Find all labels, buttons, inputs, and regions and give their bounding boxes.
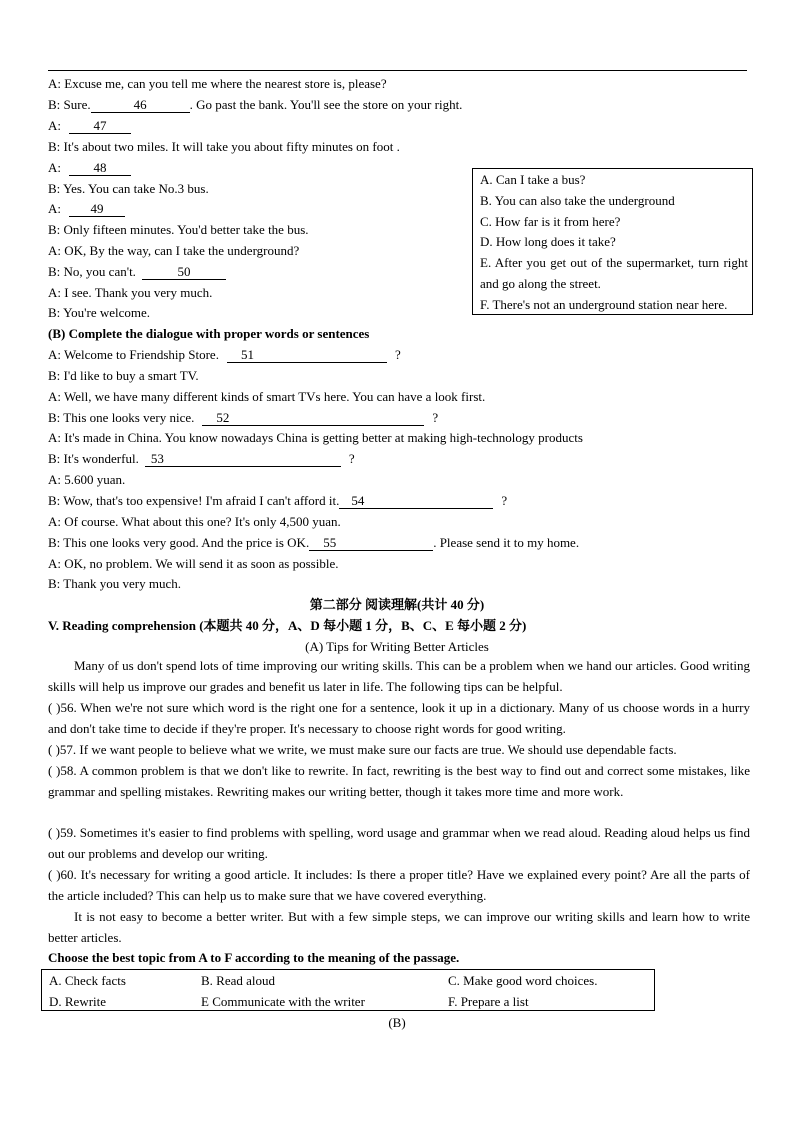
dialogue-line: B: Yes. You can take No.3 bus.: [48, 181, 209, 196]
passage-item-57: ( )57. If we want people to believe what we write, we must make sure our facts are true. We should use dependable facts.: [48, 742, 677, 757]
dialogue-line: A: Welcome to Friendship Store. 51 ?: [48, 347, 401, 362]
topic-option-e: E Communicate with the writer: [201, 994, 365, 1009]
topic-options-box: [41, 969, 655, 1011]
topic-option-a: A. Check facts: [49, 973, 126, 988]
dialogue-line: B: I'd like to buy a smart TV.: [48, 368, 199, 383]
answer-blank-50[interactable]: 50: [142, 265, 226, 280]
dialogue-line: A: 5.600 yuan.: [48, 472, 126, 487]
topic-option-d: D. Rewrite: [49, 994, 107, 1009]
passage-item-56: ( )56. When we're not sure which word is the right one for a sentence, look it up in a dictionary. Many of us choose words in a hurry and don't take time to decide if they're proper. It's necessary to choose right words for good writing.: [48, 700, 750, 736]
dialogue-line: B: Wow, that's too expensive! I'm afraid I can't afford it. 54 ?: [48, 493, 508, 508]
passage-item-58: ( )58. A common problem is that we don't like to rewrite. In fact, rewriting is the best way to find out and correct some mistakes, like grammar and spelling mistakes. Rewriting makes our writing better, though it takes more time and more work.: [48, 763, 750, 799]
dialogue-line: B: It's about two miles. It will take you about fifty minutes on foot .: [48, 139, 400, 154]
dialogue-line: B: It's wonderful. 53 ?: [48, 451, 355, 466]
dialogue-line: A: 48: [48, 160, 131, 176]
dialogue-line: B: This one looks very good. And the price is OK. 55 . Please send it to my home.: [48, 535, 580, 550]
part2-title: 第二部分 阅读理解(共计 40 分): [309, 597, 485, 612]
dialogue-line: A: OK, no problem. We will send it as soon as possible.: [48, 556, 339, 571]
option-b: B. You can also take the underground: [480, 192, 675, 208]
dialogue-line: A: Of course. What about this one? It's only 4,500 yuan.: [48, 514, 341, 529]
answer-blank-54[interactable]: 54: [339, 494, 493, 509]
dialogue-line: A: Excuse me, can you tell me where the nearest store is, please?: [48, 76, 387, 91]
next-section-label: (B): [388, 1015, 406, 1030]
answer-blank-53[interactable]: 53: [145, 452, 341, 467]
answer-blank-55[interactable]: 55: [309, 536, 433, 551]
dialogue-line: A: It's made in China. You know nowadays China is getting better at making high-technology products: [48, 430, 583, 445]
dialogue-line: B: Only fifteen minutes. You'd better take the bus.: [48, 222, 309, 237]
dialogue-line: A: Well, we have many different kinds of smart TVs here. You can have a look first.: [48, 389, 486, 404]
dialogue-line: B: No, you can't. 50: [48, 264, 226, 280]
top-rule: [48, 70, 747, 71]
dialogue-line: B: This one looks very nice. 52 ?: [48, 410, 439, 425]
passage-item-60: ( )60. It's necessary for writing a good article. It includes: Is there a proper title? Have we explained every point? Are all the parts of the article included? This can help us to make sure that we have covered everything.: [48, 867, 750, 903]
answer-blank-49[interactable]: 49: [69, 202, 125, 217]
option-a: A. Can I take a bus?: [480, 172, 586, 187]
topic-option-b: B. Read aloud: [201, 973, 276, 988]
section-b-title: (B) Complete the dialogue with proper words or sentences: [48, 326, 370, 341]
passage-a-title: (A) Tips for Writing Better Articles: [305, 639, 489, 654]
option-d: D. How long does it take?: [480, 234, 616, 250]
options-box: [472, 168, 753, 315]
passage-item-59: ( )59. Sometimes it's easier to find problems with spelling, word usage and grammar when we read aloud. Reading aloud helps us find out our problems and develop our writing.: [48, 825, 750, 861]
dialogue-line: B: Thank you very much.: [48, 576, 182, 591]
dialogue-line: A: 47: [48, 118, 131, 134]
option-e: E. After you get out of the supermarket, turn right and go along the street.: [480, 255, 748, 291]
answer-blank-52[interactable]: 52: [202, 411, 424, 426]
dialogue-line: A: OK, By the way, can I take the underground?: [48, 243, 300, 258]
section-v-title: V. Reading comprehension (本题共 40 分，A、D 每小题 1 分，B、C、E 每小题 2 分): [48, 618, 527, 633]
option-c: C. How far is it from here?: [480, 213, 621, 229]
topic-instruction: Choose the best topic from A to F according to the meaning of the passage.: [48, 950, 460, 965]
answer-blank-51[interactable]: 51: [227, 348, 387, 363]
passage-a-conclusion: It is not easy to become a better writer. But with a few simple steps, we can improve our writing skills and learn how to write better articles.: [48, 909, 750, 945]
topic-option-f: F. Prepare a list: [448, 994, 529, 1009]
option-f: F. There's not an underground station near here.: [480, 296, 728, 312]
answer-blank-48[interactable]: 48: [69, 161, 131, 176]
passage-a-intro: Many of us don't spend lots of time improving our writing skills. This can be a problem when we hand our articles. Good writing skills will help us improve our grades and benefit us later in life. The following tips can be helpful.: [48, 658, 750, 694]
dialogue-line: A: I see. Thank you very much.: [48, 285, 213, 300]
dialogue-line: B: Sure. 46 . Go past the bank. You'll see the store on your right.: [48, 97, 463, 112]
answer-blank-46[interactable]: 46: [91, 98, 190, 113]
dialogue-line: A: 49: [48, 201, 125, 217]
dialogue-line: B: You're welcome.: [48, 305, 151, 320]
answer-blank-47[interactable]: 47: [69, 119, 131, 134]
topic-option-c: C. Make good word choices.: [448, 973, 598, 988]
